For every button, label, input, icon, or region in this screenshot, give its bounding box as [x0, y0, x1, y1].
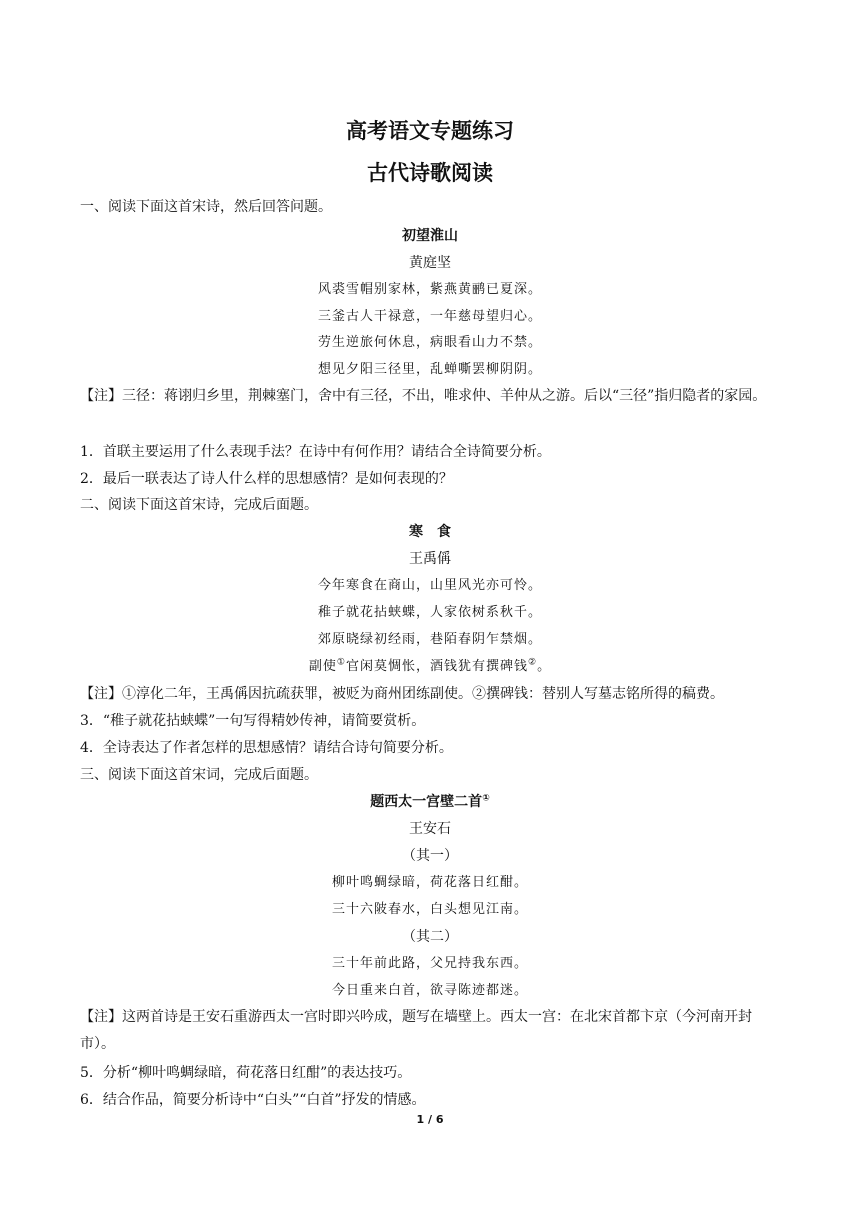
footnote-marker: ② [528, 657, 538, 668]
document-subtitle: 古代诗歌阅读 [367, 161, 493, 185]
question-4: 4．全诗表达了作者怎样的思想感情？请结合诗句简要分析。 [80, 740, 453, 756]
document-title: 高考语文专题练习 [346, 119, 514, 143]
poem-2-last-line [0, 657, 860, 677]
poem-2-author: 王禹偁 [409, 551, 451, 567]
page-number: 1 / 6 [416, 1113, 444, 1126]
poem-3-line: 三十年前此路，父兄持我东西。 [331, 956, 528, 971]
question-2: 2．最后一联表达了诗人什么样的思想感情？是如何表现的？ [80, 471, 453, 487]
poem-3-note: 【注】这两首诗是王安石重游西太一宫时即兴吟成，题写在墙壁上。西太一宫：在北宋首都卞京（今河南开封市）。 [80, 1009, 752, 1052]
poem-2-last-line-part: 副使 [308, 659, 337, 674]
poem-3-part-2-label: （其二） [402, 929, 458, 945]
question-6: 6．结合作品，简要分析诗中“白头”“白首”抒发的情感。 [80, 1092, 426, 1108]
footnote-marker: ① [336, 657, 346, 668]
footnote-marker: ① [482, 793, 490, 804]
poem-1-author: 黄庭坚 [409, 255, 451, 271]
poem-3-line: 三十六陂春水，白头想见江南。 [331, 902, 528, 917]
poem-3-title-text: 题西太一宫壁二首 [370, 794, 483, 810]
poem-2-last-line-part: 官闲莫惆怅，酒钱犹有撰碑钱 [345, 659, 528, 674]
poem-2-title: 寒 食 [409, 524, 451, 540]
poem-1-line: 劳生逆旅何休息，病眼看山力不禁。 [317, 335, 542, 350]
section-3-heading: 三、阅读下面这首宋词，完成后面题。 [80, 767, 318, 783]
poem-1-line: 想见夕阳三径里，乱蝉嘶罢柳阴阴。 [317, 362, 542, 377]
poem-2-line: 稚子就花拈蛱蝶，人家依树系秋千。 [317, 605, 542, 620]
section-2-heading: 二、阅读下面这首宋诗，完成后面题。 [80, 497, 318, 513]
poem-3-title [0, 792, 860, 812]
question-3: 3．“稚子就花拈蛱蝶”一句写得精妙传神，请简要赏析。 [80, 713, 426, 729]
section-1-heading: 一、阅读下面这首宋诗，然后回答问题。 [80, 199, 332, 215]
poem-3-line: 柳叶鸣蜩绿暗，荷花落日红酣。 [331, 875, 528, 890]
poem-2-line: 今年寒食在商山，山里风光亦可怜。 [317, 578, 542, 593]
question-5: 5．分析“柳叶鸣蜩绿暗，荷花落日红酣”的表达技巧。 [80, 1065, 412, 1081]
poem-1-line: 三釜古人干禄意，一年慈母望归心。 [317, 309, 542, 324]
poem-1-title: 初望淮山 [402, 228, 458, 244]
poem-1-note: 【注】三径：蒋诩归乡里，荆棘塞门，舍中有三径，不出，唯求仲、羊仲从之游。后以“三径”指归隐者的家园。 [80, 388, 767, 404]
poem-3-line: 今日重来白首，欲寻陈迹都迷。 [331, 983, 528, 998]
poem-3-part-1-label: （其一） [402, 848, 458, 864]
poem-1-line: 风裘雪帽别家林，紫燕黄鹂已夏深。 [317, 282, 542, 297]
poem-2-line: 郊原晓绿初经雨，巷陌春阴乍禁烟。 [317, 632, 542, 647]
question-1: 1．首联主要运用了什么表现手法？在诗中有何作用？请结合全诗简要分析。 [80, 444, 551, 460]
poem-3-author: 王安石 [409, 821, 451, 837]
poem-2-note: 【注】①淳化二年，王禹偁因抗疏获罪，被贬为商州团练副使。②撰碑钱：替别人写墓志铭所得的稿费。 [80, 686, 724, 702]
poem-2-last-line-part: 。 [537, 659, 552, 674]
